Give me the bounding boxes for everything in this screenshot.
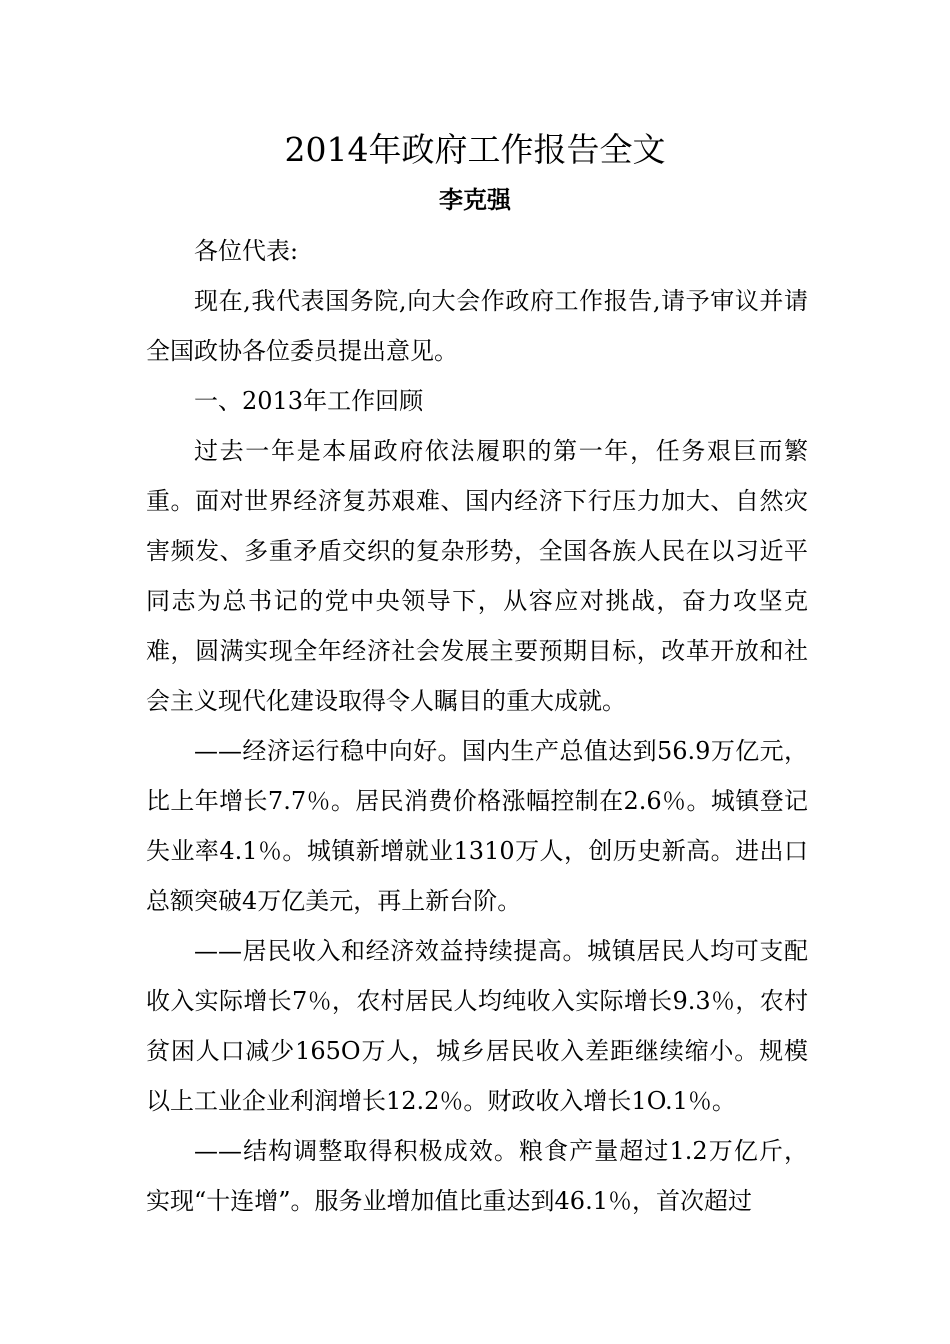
paragraph-opening: 现在,我代表国务院,向大会作政府工作报告,请予审议并请全国政协各位委员提出意见。: [146, 287, 808, 365]
section-heading: 一、2013年工作回顾: [194, 387, 424, 415]
document-body: [146, 226, 808, 1226]
paragraph-salutation: 各位代表:: [194, 237, 299, 265]
paragraph-income: ——居民收入和经济效益持续提高。城镇居民人均可支配收入实际增长7％，农村居民人均纯收入实际增长9.3％，农村贫困人口减少165O万人，城乡居民收入差距继续缩小。规模以上工业企业利润增长12.2％。财政收入增长1O.1％。: [146, 937, 808, 1115]
paragraph-structure: ——结构调整取得积极成效。粮食产量超过1.2万亿斤，实现“十连增”。服务业增加值比重达到46.1％，首次超过: [146, 1137, 808, 1215]
paragraph-economy: ——经济运行稳中向好。国内生产总值达到56.9万亿元，比上年增长7.7％。居民消费价格涨幅控制在2.6％。城镇登记失业率4.1％。城镇新增就业1310万人，创历史新高。进出口总额突破4万亿美元，再上新台阶。: [146, 737, 808, 915]
document-title: 2014年政府工作报告全文: [284, 130, 666, 169]
document-author: 李克强: [439, 186, 511, 214]
paragraph-review: 过去一年是本届政府依法履职的第一年，任务艰巨而繁重。面对世界经济复苏艰难、国内经济下行压力加大、自然灾害频发、多重矛盾交织的复杂形势，全国各族人民在以习近平同志为总书记的党中央领导下，从容应对挑战，奋力攻坚克难，圆满实现全年经济社会发展主要预期目标，改革开放和社会主义现代化建设取得令人瞩目的重大成就。: [146, 437, 808, 715]
